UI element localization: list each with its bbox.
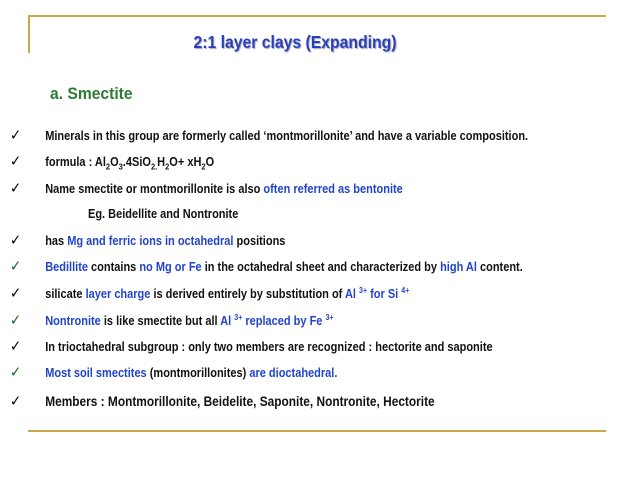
superscript: 3+ (359, 285, 368, 295)
item-text: positions (233, 234, 286, 248)
bullet-item (10, 362, 337, 382)
subscript: 2 (105, 161, 111, 172)
superscript: 3+ (234, 312, 243, 322)
checkmark-icon: ✓ (10, 152, 22, 170)
slide-title: 2:1 layer clays (Expanding) (193, 32, 397, 52)
highlight-text: for Si (367, 287, 402, 301)
highlight-text: Mg and ferric ions in octahedral (67, 234, 234, 248)
item-text: is derived entirely by substitution of (150, 287, 345, 301)
highlight-text: Nontronite (45, 314, 101, 328)
bullet-item (10, 310, 333, 330)
highlight-text: high Al (440, 260, 477, 274)
item-text: Members : Montmorillonite, Beidelite, Saponite, Nontronite, Hectorite (45, 394, 435, 409)
subscript: 2 (201, 161, 206, 172)
highlight-text: layer charge (85, 287, 151, 301)
checkmark-icon: ✓ (10, 257, 22, 275)
checkmark-icon: ✓ (10, 311, 22, 329)
item-text: contains (87, 260, 140, 274)
example-line: Eg. Beidellite and Nontronite (88, 207, 239, 221)
subscript: 2 (165, 161, 170, 172)
highlight-text: are dioctahedral. (249, 366, 338, 380)
item-text: (montmorillonites) (146, 366, 250, 380)
checkmark-icon: ✓ (10, 126, 22, 144)
decorative-bottom-line (28, 430, 606, 432)
checkmark-icon: ✓ (10, 337, 22, 355)
item-text: H (157, 155, 166, 169)
checkmark-icon: ✓ (10, 284, 22, 302)
section-heading: a. Smectite (50, 84, 133, 103)
highlight-text: Most soil smectites (45, 366, 147, 380)
bullet-item (10, 391, 435, 411)
checkmark-icon: ✓ (10, 231, 22, 249)
superscript: 3+ (325, 312, 334, 322)
subscript: 2. (150, 161, 158, 172)
highlight-text: Al (344, 287, 360, 301)
checkmark-icon: ✓ (10, 363, 22, 381)
item-text: Minerals in this group are formerly called ‘montmorillonite’ and have a variable composition. (45, 129, 529, 143)
highlight-text: Bedillite (45, 260, 88, 274)
highlight-text: no Mg or Fe (139, 260, 202, 274)
highlight-text: often referred as bentonite (263, 182, 403, 196)
item-text: silicate (45, 287, 86, 301)
bullet-item (10, 125, 528, 145)
item-text: O (205, 155, 215, 169)
checkmark-icon: ✓ (10, 179, 22, 197)
superscript: 4+ (401, 285, 410, 295)
bullet-item (10, 256, 523, 276)
item-text: O (110, 155, 119, 169)
bullet-item (10, 178, 403, 198)
item-text: .4SiO (122, 155, 151, 169)
item-text: content. (476, 260, 523, 274)
item-text: Name smectite or montmorillonite is also (45, 182, 264, 196)
item-text: O+ xH (169, 155, 202, 169)
subscript: 3 (118, 161, 123, 172)
decorative-top-line (28, 15, 606, 17)
item-text: has (45, 234, 68, 248)
item-text: in the octahedral sheet and characterized by (201, 260, 441, 274)
bullet-item (10, 283, 409, 303)
item-text: is like smectite but all (100, 314, 221, 328)
bullet-item (10, 230, 285, 250)
checkmark-icon: ✓ (10, 392, 22, 410)
highlight-text: Al (220, 314, 235, 328)
item-text: formula : Al (45, 155, 106, 169)
bullet-item (10, 151, 214, 171)
item-text: In trioctahedral subgroup : only two members are recognized : hectorite and saponite (45, 340, 493, 354)
highlight-text: replaced by Fe (242, 314, 326, 328)
bullet-item (10, 336, 493, 356)
